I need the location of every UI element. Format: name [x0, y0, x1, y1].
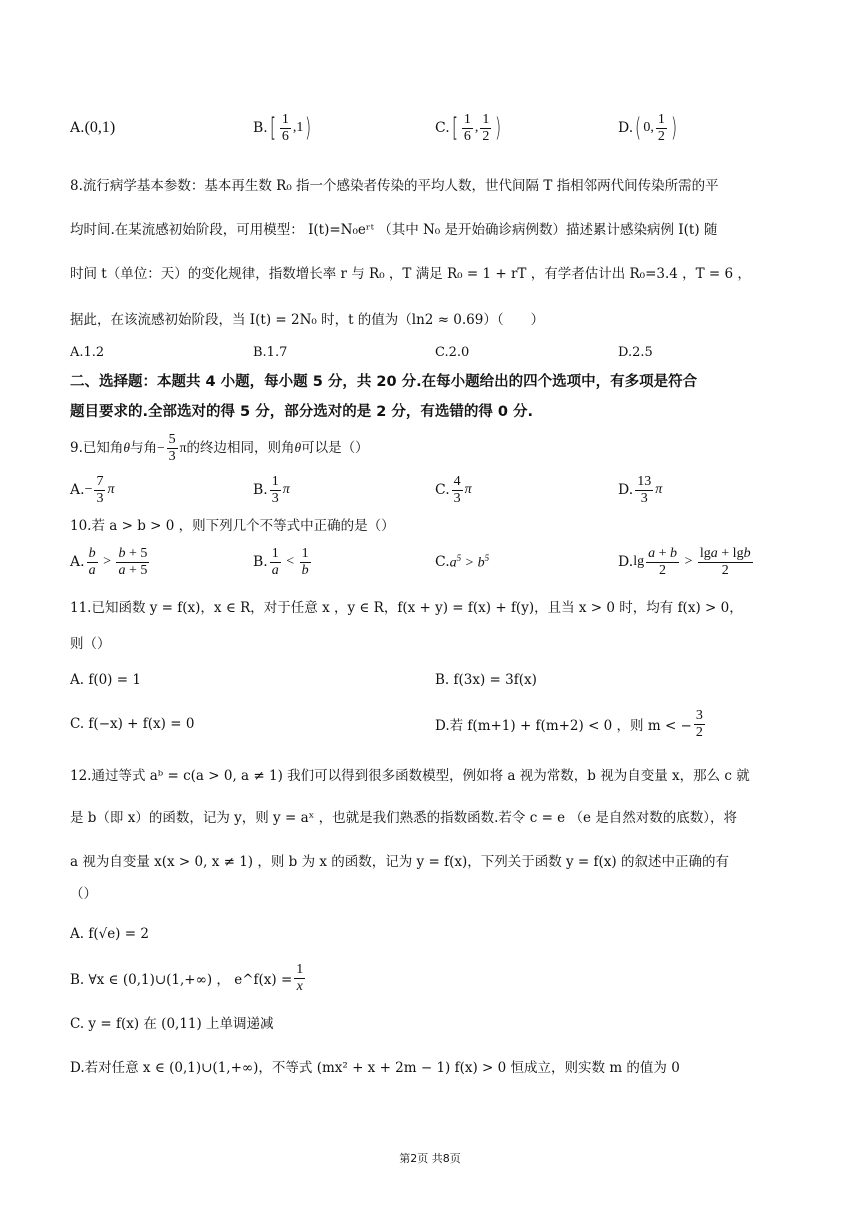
q10-option-c[interactable]: C. $a^5 > b^5$ [435, 552, 490, 571]
q8-line-2: 均时间.在某流感初始阶段，可用模型： I(t)=N₀eʳᵗ （其中 N₀ 是开始确诊病例数）描述累计感染病例 I(t) 随 [70, 222, 718, 238]
q8-option-c[interactable]: C.2.0 [435, 344, 470, 360]
q10-options [70, 542, 790, 582]
q8-line-4: 据此，在该流感初始阶段，当 I(t) = 2N₀ 时，t 的值为（ln2 ≈ 0.69）（ ） [70, 312, 545, 328]
q8-line-3: 时间 t（单位：天）的变化规律，指数增长率 r 与 R₀ ，T 满足 R₀ = 1 + rT ，有学者估计出 R₀=3.4 ，T = 6 ， [70, 266, 751, 282]
q7-option-c[interactable]: C. [ $\frac{1}{6}$ , $\frac{1}{2}$ ) [435, 111, 502, 144]
q12-option-d[interactable]: D.若对任意 x ∈ (0,1)∪(1,+∞)，不等式 (mx² + x + 2m − 1) f(x) > 0 恒成立，则实数 m 的值为 0 [70, 1060, 680, 1076]
q8-options [70, 340, 790, 364]
q11-option-d-row [435, 704, 775, 744]
q11-line-2: 则（） [70, 636, 111, 652]
q12-line-1: 12.通过等式 aᵇ = c(a > 0, a ≠ 1) 我们可以得到很多函数模型，例如将 a 视为常数，b 视为自变量 x，那么 c 就 [70, 768, 750, 784]
q11-option-c[interactable]: C. f(−x) + f(x) = 0 [70, 716, 195, 732]
q10-option-a[interactable]: A. $\frac{b}{a}$ > $\frac{b + 5}{a + 5}$ [70, 545, 148, 578]
q11-line-1: 11.已知函数 y = f(x)，x ∈ R，对于任意 x ，y ∈ R，f(x + y) = f(x) + f(y)，且当 x > 0 时，均有 f(x) > 0， [70, 600, 743, 616]
q7-options [70, 108, 790, 148]
q7-option-d[interactable]: D. ( 0, $\frac{1}{2}$ ) [618, 111, 677, 144]
q11-option-a[interactable]: A. f(0) = 1 [70, 672, 141, 688]
q12-option-b[interactable]: B. ∀x ∈ (0,1)∪(1,+∞) ， e^f(x) = $\frac{1}{x}$ [70, 961, 304, 994]
q9-options [70, 470, 790, 510]
q10-option-d[interactable]: D. lg $\frac{a + b}{2}$ > $\frac{\lg a + \lg b}{2}$ [618, 545, 751, 578]
q12-line-4: （） [70, 886, 97, 902]
q12-option-a[interactable]: A. f(√e) = 2 [70, 926, 149, 942]
q10-option-b[interactable]: B. $\frac{1}{a}$ < $\frac{1}{b}$ [253, 545, 309, 578]
q12-line-2: 是 b（即 x）的函数，记为 y，则 y = aˣ ，也就是我们熟悉的指数函数.若令 c = e （e 是自然对数的底数），将 [70, 810, 737, 826]
q12-line-3: a 视为自变量 x(x > 0, x ≠ 1) ，则 b 为 x 的函数，记为 y = f(x)，下列关于函数 y = f(x) 的叙述中正确的有 [70, 854, 729, 870]
q10-stem: 10.若 a > b > 0 ，则下列几个不等式中正确的是（） [70, 518, 395, 534]
section-2-header-line-1: 二、选择题：本题共 4 小题，每小题 5 分，共 20 分.在每小题给出的四个选项中，有多项是符合 [70, 374, 698, 390]
q8-option-d[interactable]: D.2.5 [618, 344, 653, 360]
q7-option-a[interactable]: A. (0,1) [70, 119, 116, 136]
q7-option-b[interactable]: B. [ $\frac{1}{6}$ ,1 ) [253, 111, 312, 144]
q8-line-1: 8.流行病学基本参数：基本再生数 R₀ 指一个感染者传染的平均人数，世代间隔 T 指相邻两代间传染所需的平 [70, 178, 719, 194]
q12-option-c[interactable]: C. y = f(x) 在 (0,11) 上单调递减 [70, 1016, 274, 1032]
q9-option-a[interactable]: A. − $\frac{7}{3}$ π [70, 473, 115, 506]
q9-stem: 9.已知角 θ 与角 − $\frac{5}{3}$ π 的终边相同，则角 θ 可以是（） [70, 431, 369, 464]
q9-option-c[interactable]: C. $\frac{4}{3}$ π [435, 473, 472, 506]
q11-option-b[interactable]: B. f(3x) = 3f(x) [435, 672, 537, 688]
section-2-header-line-2: 题目要求的.全部选对的得 5 分，部分选对的是 2 分，有选错的得 0 分. [70, 404, 534, 420]
q8-option-b[interactable]: B.1.7 [253, 344, 288, 360]
q11-option-d[interactable]: D.若 f(m+1) + f(m+2) < 0 ，则 m < − $\frac{3}{2}$ [435, 707, 703, 740]
q12-option-b-row [70, 958, 790, 998]
q9-option-b[interactable]: B. $\frac{1}{3}$ π [253, 473, 290, 506]
q9-option-d[interactable]: D. $\frac{13}{3}$ π [618, 473, 663, 506]
q8-option-a[interactable]: A.1.2 [70, 344, 105, 360]
page-footer: 第2页 共8页 [399, 1152, 461, 1165]
